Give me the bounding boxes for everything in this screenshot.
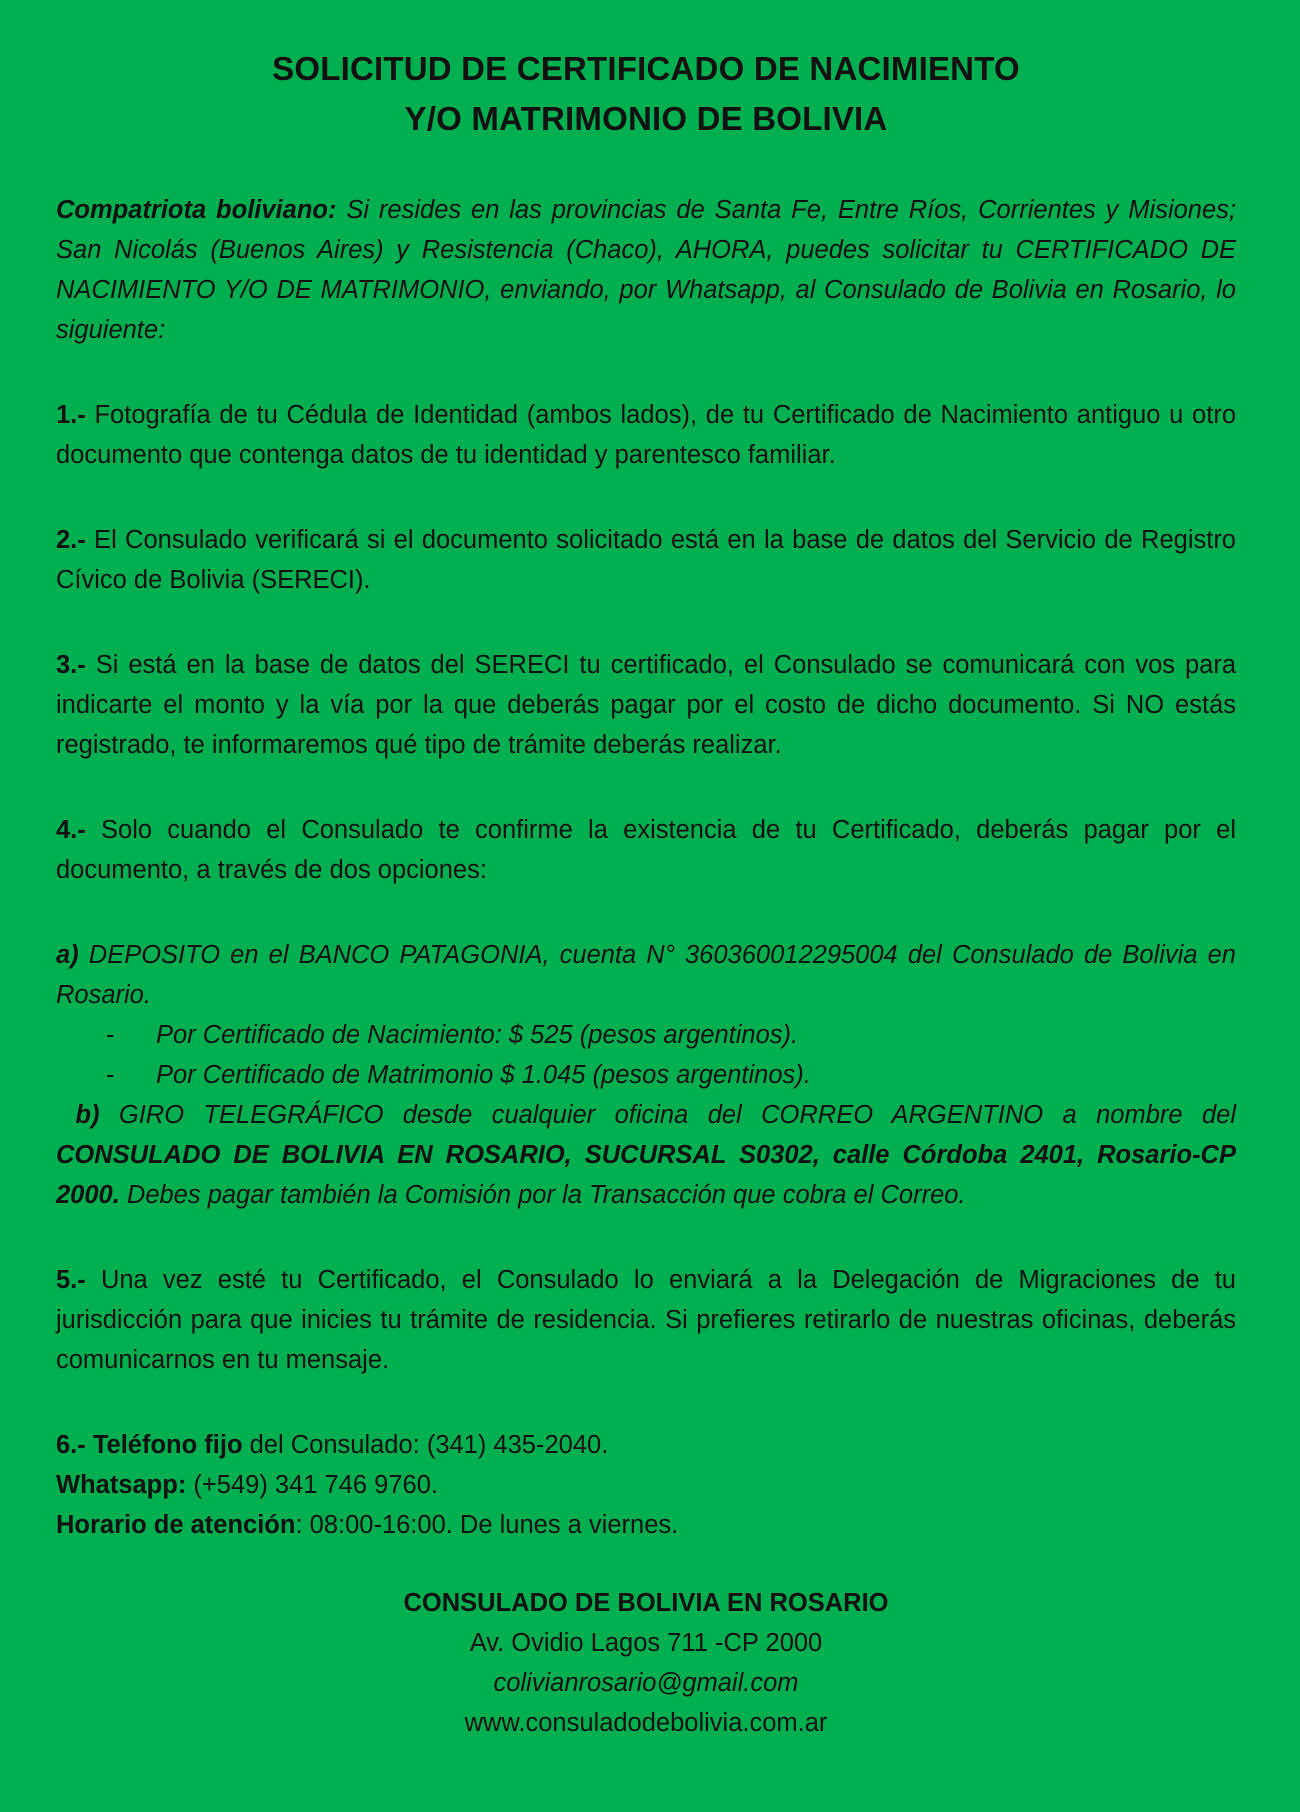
dash-bullet: - [106, 1021, 115, 1049]
step-5-text: Una vez esté tu Certificado, el Consulado lo enviará a la Delegación de Migraciones de tu jurisdicción para que inicies tu trámite de residencia. Si prefieres retirarlo de nuestras oficinas, deberás comunicarnos en tu mensaje. [56, 1266, 1236, 1374]
option-b-tail: Debes pagar también la Comisión por la Transacción que cobra el Correo. [119, 1181, 966, 1209]
step-1-text: Fotografía de tu Cédula de Identidad (ambos lados), de tu Certificado de Nacimiento antiguo u otro documento que contenga datos de tu identidad y parentesco familiar. [56, 401, 1236, 469]
option-b [56, 1095, 1236, 1215]
consulate-website: www.consuladodebolivia.com.ar [464, 1709, 828, 1737]
step-2-number: 2.- [56, 526, 86, 554]
footer [56, 1583, 1236, 1743]
step-4-text: Solo cuando el Consulado te confirme la existencia de tu Certificado, deberás pagar por el documento, a través de dos opciones: [56, 816, 1236, 884]
title-line-1: SOLICITUD DE CERTIFICADO DE NACIMIENTO [272, 50, 1020, 87]
consulate-name: CONSULADO DE BOLIVIA EN ROSARIO [403, 1589, 889, 1617]
hours-label: Horario de atención [56, 1511, 296, 1539]
option-a-item-text: Por Certificado de Nacimiento: $ 525 (pesos argentinos). [156, 1021, 799, 1049]
option-a [56, 935, 1236, 1015]
whatsapp-label: Whatsapp: [56, 1471, 187, 1499]
consulate-email: colivianrosario@gmail.com [493, 1669, 799, 1697]
whatsapp-text: (+549) 341 746 9760. [186, 1471, 438, 1499]
intro-lead: Compatriota boliviano: [56, 196, 337, 224]
option-b-text: GIRO TELEGRÁFICO desde cualquier oficina del CORREO ARGENTINO a nombre del [99, 1101, 1236, 1129]
option-b-bold-address: CONSULADO DE BOLIVIA EN ROSARIO, SUCURSAL S0302, calle Córdoba 2401, Rosario-CP 2000. [56, 1141, 1236, 1209]
step-4-number: 4.- [56, 816, 86, 844]
hours-line [56, 1505, 1236, 1545]
step-2 [56, 520, 1236, 600]
step-3-text: Si está en la base de datos del SERECI tu certificado, el Consulado se comunicará con vos para indicarte el monto y la vía por la que deberás pagar por el costo de dicho documento. Si NO estás registrado, te informaremos qué tipo de trámite deberás realizar. [56, 651, 1236, 759]
document-title [56, 44, 1236, 144]
whatsapp-line [56, 1465, 1236, 1505]
phone-line [56, 1425, 1236, 1465]
step-5 [56, 1260, 1236, 1380]
option-a-text: DEPOSITO en el BANCO PATAGONIA, cuenta N° 360360012295004 del Consulado de Bolivia en Rosario. [56, 941, 1236, 1009]
step-3-number: 3.- [56, 651, 86, 679]
consulate-address: Av. Ovidio Lagos 711 -CP 2000 [469, 1629, 823, 1657]
step-4 [56, 810, 1236, 890]
contact-info [56, 1425, 1236, 1545]
intro-text: Si resides en las provincias de Santa Fe, Entre Ríos, Corrientes y Misiones; San Nicolás (Buenos Aires) y Resistencia (Chaco), AHORA, puedes solicitar tu CERTIFICADO DE NACIMIENTO Y/O DE MATRIMONIO, enviando, por Whatsapp, al Consulado de Bolivia en Rosario, lo siguiente: [56, 196, 1236, 344]
phone-text: del Consulado: (341) 435-2040. [242, 1431, 609, 1459]
step-1-number: 1.- [56, 401, 86, 429]
title-line-2: Y/O MATRIMONIO DE BOLIVIA [404, 100, 888, 137]
option-a-item-marriage [56, 1055, 1236, 1095]
option-a-item-birth [56, 1015, 1236, 1055]
intro-paragraph [56, 190, 1236, 350]
step-1 [56, 395, 1236, 475]
step-2-text: El Consulado verificará si el documento solicitado está en la base de datos del Servicio de Registro Cívico de Bolivia (SERECI). [56, 526, 1236, 594]
option-a-label: a) [56, 941, 79, 969]
payment-options [56, 935, 1236, 1215]
dash-bullet: - [106, 1061, 115, 1089]
option-b-label: b) [75, 1101, 100, 1129]
option-a-item-text: Por Certificado de Matrimonio $ 1.045 (pesos argentinos). [156, 1061, 811, 1089]
step-5-number: 5.- [56, 1266, 86, 1294]
phone-label: 6.- Teléfono fijo [56, 1431, 243, 1459]
hours-text: : 08:00-16:00. De lunes a viernes. [295, 1511, 679, 1539]
step-3 [56, 645, 1236, 765]
